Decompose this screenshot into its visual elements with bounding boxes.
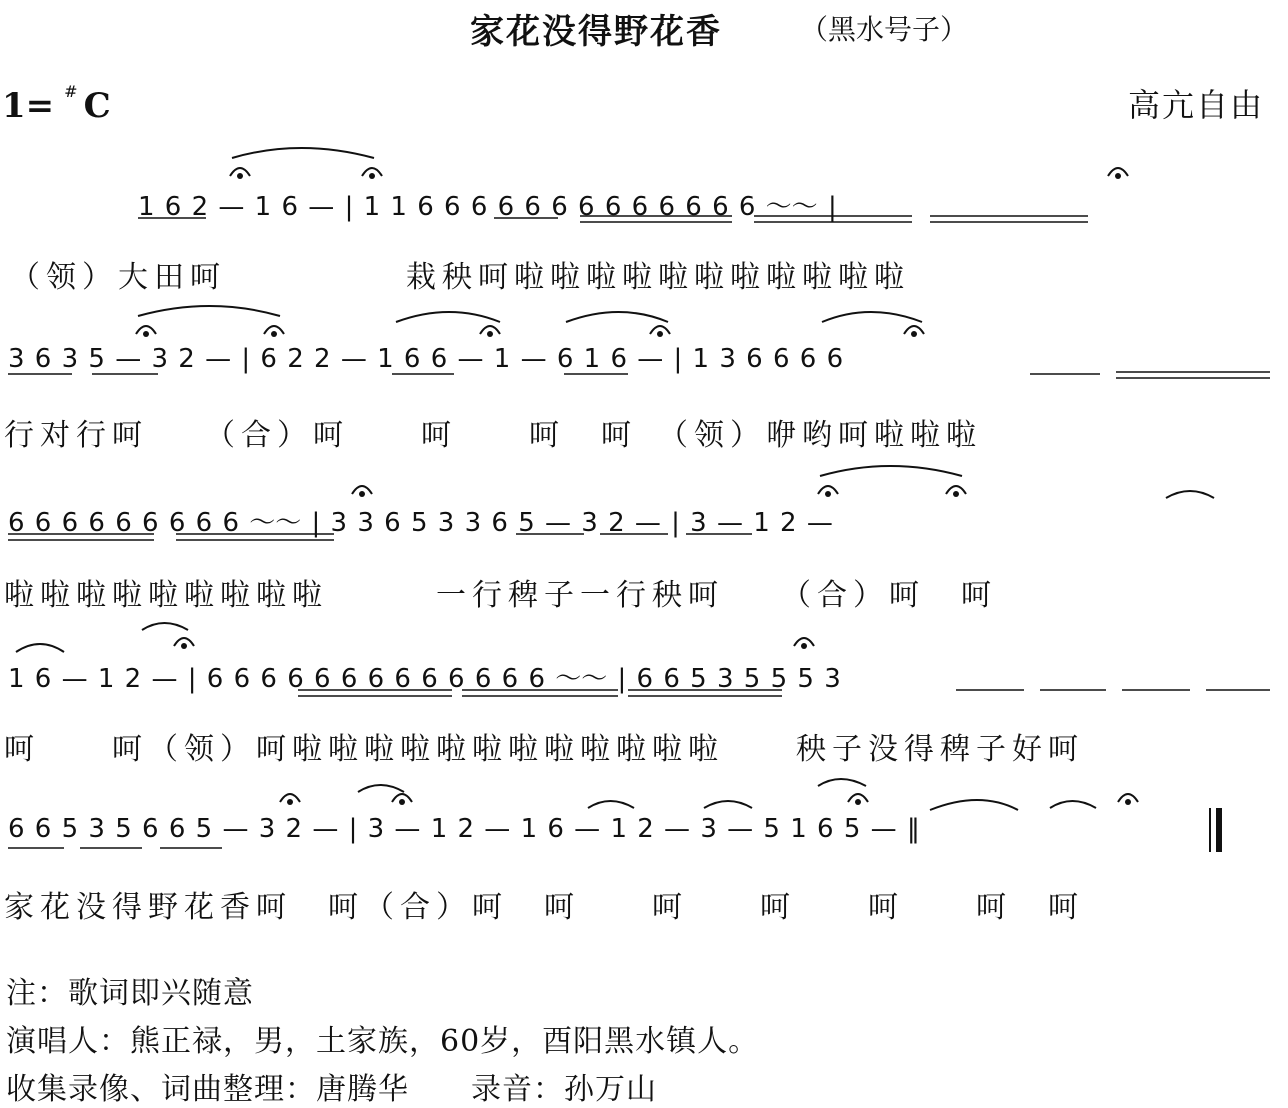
- lyrics-row-2: 行对行呵 （合）呵 呵 呵 呵 （领）咿哟呵啦啦啦: [4, 418, 982, 453]
- slur-7: [1166, 491, 1214, 498]
- slur-2: [138, 306, 280, 316]
- lyrics-row-3: 啦啦啦啦啦啦啦啦啦 一行稗子一行秧呵 （合）呵 呵: [4, 578, 997, 613]
- song-title: 家花没得野花香: [470, 12, 722, 52]
- fermata-dot-1: [237, 173, 243, 179]
- notation-row-4: 1 6 — 1 2 — | 6 6 6 6 6 6 6 6 6 6 6 6 6 ～～ | 6 6 5 3 5 5 5 3: [8, 664, 841, 694]
- fermata-dot-8: [911, 331, 917, 337]
- tempo-marking: 高亢自由: [1128, 86, 1265, 124]
- fermata-dot-15: [399, 799, 405, 805]
- fermata-dot-13: [801, 643, 807, 649]
- slur-13: [818, 779, 866, 786]
- key-prefix: 1=: [2, 86, 55, 126]
- fermata-dot-6: [487, 331, 493, 337]
- slur-14: [930, 800, 1018, 810]
- slur-4: [566, 312, 668, 322]
- slur-1: [232, 148, 374, 158]
- fermata-dot-7: [657, 331, 663, 337]
- slur-9: [142, 623, 188, 630]
- lyrics-row-4: 呵 呵（领）呵啦啦啦啦啦啦啦啦啦啦啦啦 秧子没得稗子好呵: [4, 732, 1084, 767]
- fermata-dot-16: [855, 799, 861, 805]
- lyrics-row-5: 家花没得野花香呵 呵（合）呵 呵 呵 呵 呵 呵 呵: [4, 890, 1084, 925]
- notation-row-5: 6 6 5 3 5 6 6 5 — 3 2 — | 3 — 1 2 — 1 6 — 1 2 — 3 — 5 1 6 5 — ‖: [8, 814, 920, 844]
- fermata-dot-12: [181, 643, 187, 649]
- note-lyrics: 注：歌词即兴随意: [6, 976, 254, 1011]
- song-subtitle: （黑水号子）: [800, 13, 969, 46]
- fermata-dot-3: [1115, 173, 1121, 179]
- fermata-dot-2: [369, 173, 375, 179]
- slur-10: [358, 785, 404, 792]
- lyrics-row-1: （领）大田呵 栽秧呵啦啦啦啦啦啦啦啦啦啦啦: [10, 260, 910, 295]
- notation-row-2: 3 6 3 5 — 3 2 — | 6 2 2 — 1 6 6 — 1 — 6 1 6 — | 1 3 6 6 6 6: [8, 344, 844, 374]
- slur-5: [822, 312, 922, 322]
- fermata-dot-5: [271, 331, 277, 337]
- slur-12: [704, 801, 752, 808]
- slur-8: [16, 644, 64, 652]
- sharp-sign: #: [64, 82, 78, 101]
- fermata-dot-4: [143, 331, 149, 337]
- key-letter: C: [83, 86, 111, 126]
- notation-row-3: 6 6 6 6 6 6 6 6 6 ～～ | 3 3 6 5 3 3 6 5 — 3 2 — | 3 — 1 2 —: [8, 508, 833, 538]
- notation-row-1: 1 6 2 — 1 6 — | 1 1 6 6 6 6 6 6 6 6 6 6 6 6 6 ～～ |: [138, 192, 837, 222]
- fermata-dot-14: [287, 799, 293, 805]
- slur-6: [820, 466, 962, 476]
- note-performer: 演唱人：熊正禄，男，土家族，60岁，酉阳黑水镇人。: [6, 1024, 760, 1059]
- fermata-dot-17: [1125, 799, 1131, 805]
- fermata-dot-10: [825, 491, 831, 497]
- fermata-dot-9: [359, 491, 365, 497]
- slur-3: [396, 312, 500, 322]
- slur-15: [1050, 801, 1096, 808]
- fermata-dot-11: [953, 491, 959, 497]
- slur-11: [588, 801, 634, 808]
- note-collector: 收集录像、词曲整理：唐腾华 录音：孙万山: [6, 1072, 657, 1107]
